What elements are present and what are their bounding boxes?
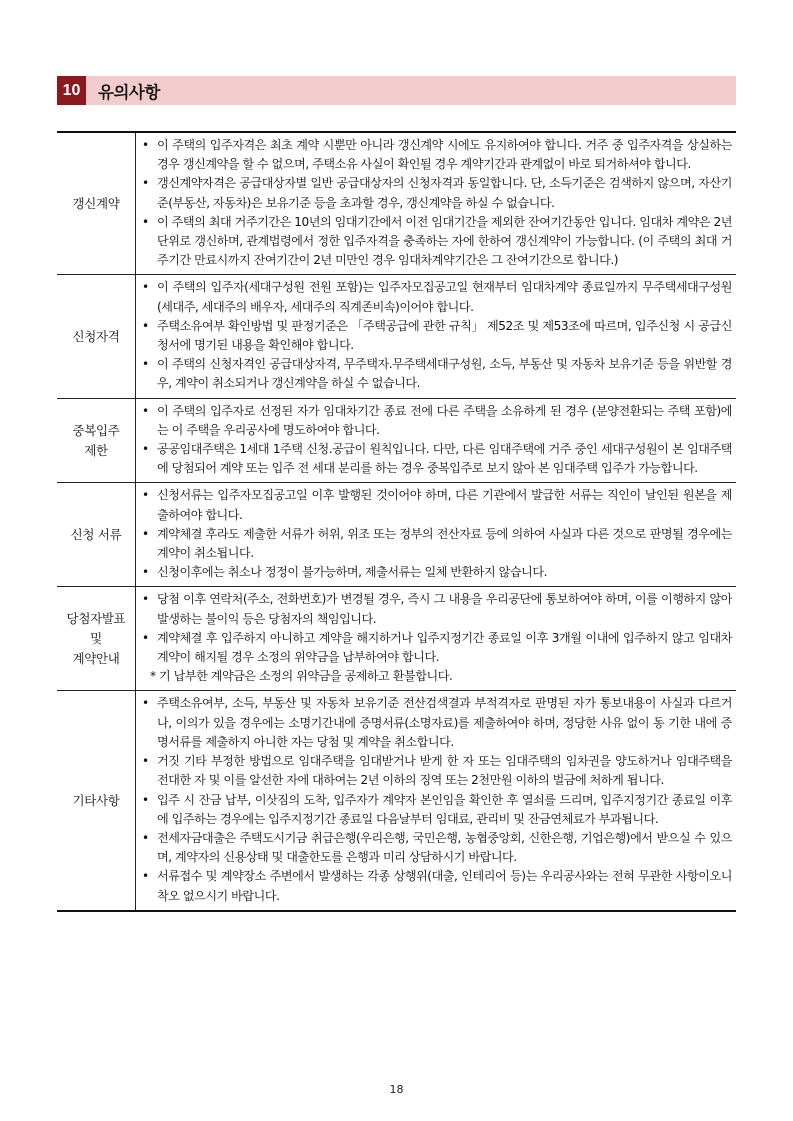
- table-row-renewal-contract: [57, 132, 736, 275]
- row-label: 갱신계약: [57, 132, 136, 275]
- table-row-eligibility: [57, 275, 736, 398]
- bullet-item: [142, 694, 732, 752]
- bullet-mark: •: [142, 526, 149, 541]
- bullet-item: [142, 525, 732, 563]
- section-header: [57, 76, 736, 105]
- bullet-mark: •: [142, 442, 149, 457]
- row-label: 신청 서류: [57, 483, 136, 587]
- bullet-mark: •: [142, 869, 149, 884]
- bullet-item: [142, 752, 732, 790]
- page-number: 18: [389, 1083, 404, 1096]
- bullet-item: [142, 355, 732, 393]
- bullet-mark: •: [142, 357, 149, 372]
- table-row-application-documents: [57, 483, 736, 587]
- row-content: [136, 587, 737, 691]
- bullet-mark: •: [142, 318, 149, 333]
- bullet-text: 공공임대주택은 1세대 1주택 신청.공급이 원칙입니다. 다만, 다른 임대주택에 거주 중인 세대구성원이 본 임대주택에 당첨되어 계약 또는 입주 전 세대 분리를 하는 경우 중복입주로 보지 않아 본 임대주택 입주가 가능합니다.: [157, 442, 732, 476]
- row-content: [136, 691, 737, 911]
- table-row-other-notes: [57, 691, 736, 911]
- bullet-mark: •: [142, 138, 149, 152]
- bullet-item: [142, 440, 732, 478]
- bullet-mark: •: [142, 592, 149, 607]
- table-row-duplicate-residence: [57, 398, 736, 483]
- bullet-item: [142, 278, 732, 316]
- bullet-item: [142, 867, 732, 905]
- bullet-text: 이 주택의 입주자로 선정된 자가 임대차기간 종료 전에 다른 주택을 소유하게 된 경우 (분양전환되는 주택 포함)에는 이 주택을 우리공사에 명도하여야 합니다.: [157, 403, 732, 437]
- bullet-text: 계약체결 후 입주하지 아니하고 계약을 해지하거나 입주지정기간 종료일 이후 3개월 이내에 입주하지 않고 임대차계약이 해지될 경우 소정의 위약금을 납부하여야 합니다.: [157, 630, 732, 665]
- bullet-mark: •: [142, 214, 149, 229]
- bullet-mark: •: [142, 696, 149, 711]
- bullet-text: 계약체결 후라도 제출한 서류가 허위, 위조 또는 정부의 전산자료 등에 의하여 사실과 다른 것으로 판명될 경우에는 계약이 취소됩니다.: [157, 526, 732, 561]
- row-content: [136, 132, 737, 275]
- row-label: 기타사항: [57, 691, 136, 911]
- bullet-item: [142, 136, 732, 174]
- bullet-text: 당첨 이후 연락처(주소, 전화번호)가 변경될 경우, 즉시 그 내용을 우리공단에 통보하여야 하며, 이를 이행하지 않아 발생하는 불이익 등은 당첨자의 책임입니다.: [157, 592, 732, 626]
- bullet-mark: •: [142, 565, 149, 580]
- bullet-mark: •: [142, 280, 149, 295]
- bullet-text: 전세자금대출은 주택도시기금 취급은행(우리은행, 국민은행, 농협중앙회, 신한은행, 기업은행)에서 받으실 수 있으며, 계약자의 신용상태 및 대출한도를 은행과 미리 상담하시기 바랍니다.: [157, 830, 732, 865]
- bullet-text: 주택소유여부, 소득, 부동산 및 자동차 보유기준 전산검색결과 부적격자로 판명된 자가 통보내용이 사실과 다르거나, 이의가 있을 경우에는 소명기간내에 증명서류(소명자료)를 제출하여야 하며, 정당한 사유 없이 동 기한 내에 증명서류를 제출하지 아니한 자는 당첨 및 계약을 취소합니다.: [157, 696, 732, 749]
- bullet-text: 이 주택의 신청자격인 공급대상자격, 무주택자.무주택세대구성원, 소득, 부동산 및 자동차 보유기준 등을 위반할 경우, 계약이 취소되거나 갱신계약을 하실 수 없습니다.: [157, 357, 732, 391]
- bullet-mark: •: [142, 792, 149, 807]
- bullet-item: [142, 317, 732, 355]
- bullet-mark: •: [142, 176, 149, 191]
- bullet-item: [142, 590, 732, 628]
- section-title: 유의사항: [98, 82, 160, 102]
- bullet-mark: •: [142, 403, 149, 418]
- bullet-text: 거짓 기타 부정한 방법으로 임대주택을 임대받거나 받게 한 자 또는 임대주택의 임차권을 양도하거나 임대주택을 전대한 자 및 이를 알선한 자에 대하여는 2년 이하의 징역 또는 2천만원 이하의 벌금에 처하게 됩니다.: [157, 754, 732, 788]
- bullet-text: 이 주택의 입주자격은 최초 계약 시뿐만 아니라 갱신계약 시에도 유지하여야 합니다. 거주 중 입주자격을 상실하는 경우 갱신계약을 할 수 없으며, 주택소유 사실이 확인될 경우 계약기간과 관계없이 바로 퇴거하셔야 합니다.: [157, 138, 732, 172]
- bullet-item: [142, 829, 732, 867]
- bullet-item: [142, 174, 732, 212]
- bullet-text: 신청이후에는 취소나 정정이 불가능하며, 제출서류는 일체 반환하지 않습니다.: [157, 565, 547, 580]
- bullet-item: [142, 791, 732, 829]
- footnote: * 기 납부한 계약금은 소정의 위약금을 공제하고 환불합니다.: [150, 669, 453, 684]
- row-label: 중복입주 제한: [57, 398, 136, 483]
- bullet-text: 주택소유여부 확인방법 및 판정기준은 「주택공급에 관한 규칙」 제52조 및 제53조에 따르며, 입주신청 시 공급신청서에 명기된 내용을 확인해야 합니다.: [157, 318, 732, 353]
- row-content: [136, 483, 737, 587]
- bullet-text: 이 주택의 최대 거주기간은 10년의 임대기간에서 이전 임대기간을 제외한 잔여기간동안 입니다. 임대차 계약은 2년 단위로 갱신하며, 관계법령에서 정한 입주자격을 충족하는 자에 한하여 갱신계약이 가능합니다. (이 주택의 최대 거주기간 만료시까지 잔여기간이 2년 미만인 경우 임대차계약기간은 그 잔여기간으로 합니다.): [157, 214, 732, 268]
- bullet-item: [142, 402, 732, 440]
- bullet-mark: •: [142, 754, 149, 769]
- section-number: 10: [57, 76, 86, 105]
- row-label: 신청자격: [57, 275, 136, 398]
- bullet-mark: •: [142, 830, 149, 845]
- row-label: 당첨자발표 및 계약안내: [57, 587, 136, 691]
- bullet-item: [142, 629, 732, 667]
- row-content: [136, 275, 737, 398]
- bullet-text: 서류접수 및 계약장소 주변에서 발생하는 각종 상행위(대출, 인테리어 등)는 우리공사와는 전혀 무관한 사항이오니 착오 없으시기 바랍니다.: [157, 869, 732, 903]
- notice-table: [57, 131, 736, 912]
- bullet-item: [142, 563, 732, 582]
- bullet-item: [142, 213, 732, 271]
- bullet-mark: •: [142, 488, 149, 503]
- bullet-text: 이 주택의 입주자(세대구성원 전원 포함)는 입주자모집공고일 현재부터 임대차계약 종료일까지 무주택세대구성원(세대주, 세대주의 배우자, 세대주의 직계존비속)이어야 합니다.: [157, 280, 732, 314]
- bullet-mark: •: [142, 630, 149, 645]
- table-row-winner-announcement: [57, 587, 736, 691]
- bullet-text: 입주 시 잔금 납부, 이삿짐의 도착, 입주자가 계약자 본인임을 확인한 후 열쇠를 드리며, 입주지정기간 종료일 이후에 입주하는 경우에는 입주지정기간 종료일 다음날부터 임대료, 관리비 및 잔금연체료가 부과됩니다.: [157, 792, 732, 826]
- bullet-text: 신청서류는 입주자모집공고일 이후 발행된 것이어야 하며, 다른 기관에서 발급한 서류는 직인이 날인된 원본을 제출하여야 합니다.: [157, 488, 732, 522]
- row-content: [136, 398, 737, 483]
- bullet-text: 갱신계약자격은 공급대상자별 일반 공급대상자의 신청자격과 동일합니다. 단, 소득기준은 검색하지 않으며, 자산기준(부동산, 자동차)은 보유기준 등을 초과할 경우, 갱신계약을 하실 수 없습니다.: [157, 176, 732, 210]
- bullet-item: [142, 486, 732, 524]
